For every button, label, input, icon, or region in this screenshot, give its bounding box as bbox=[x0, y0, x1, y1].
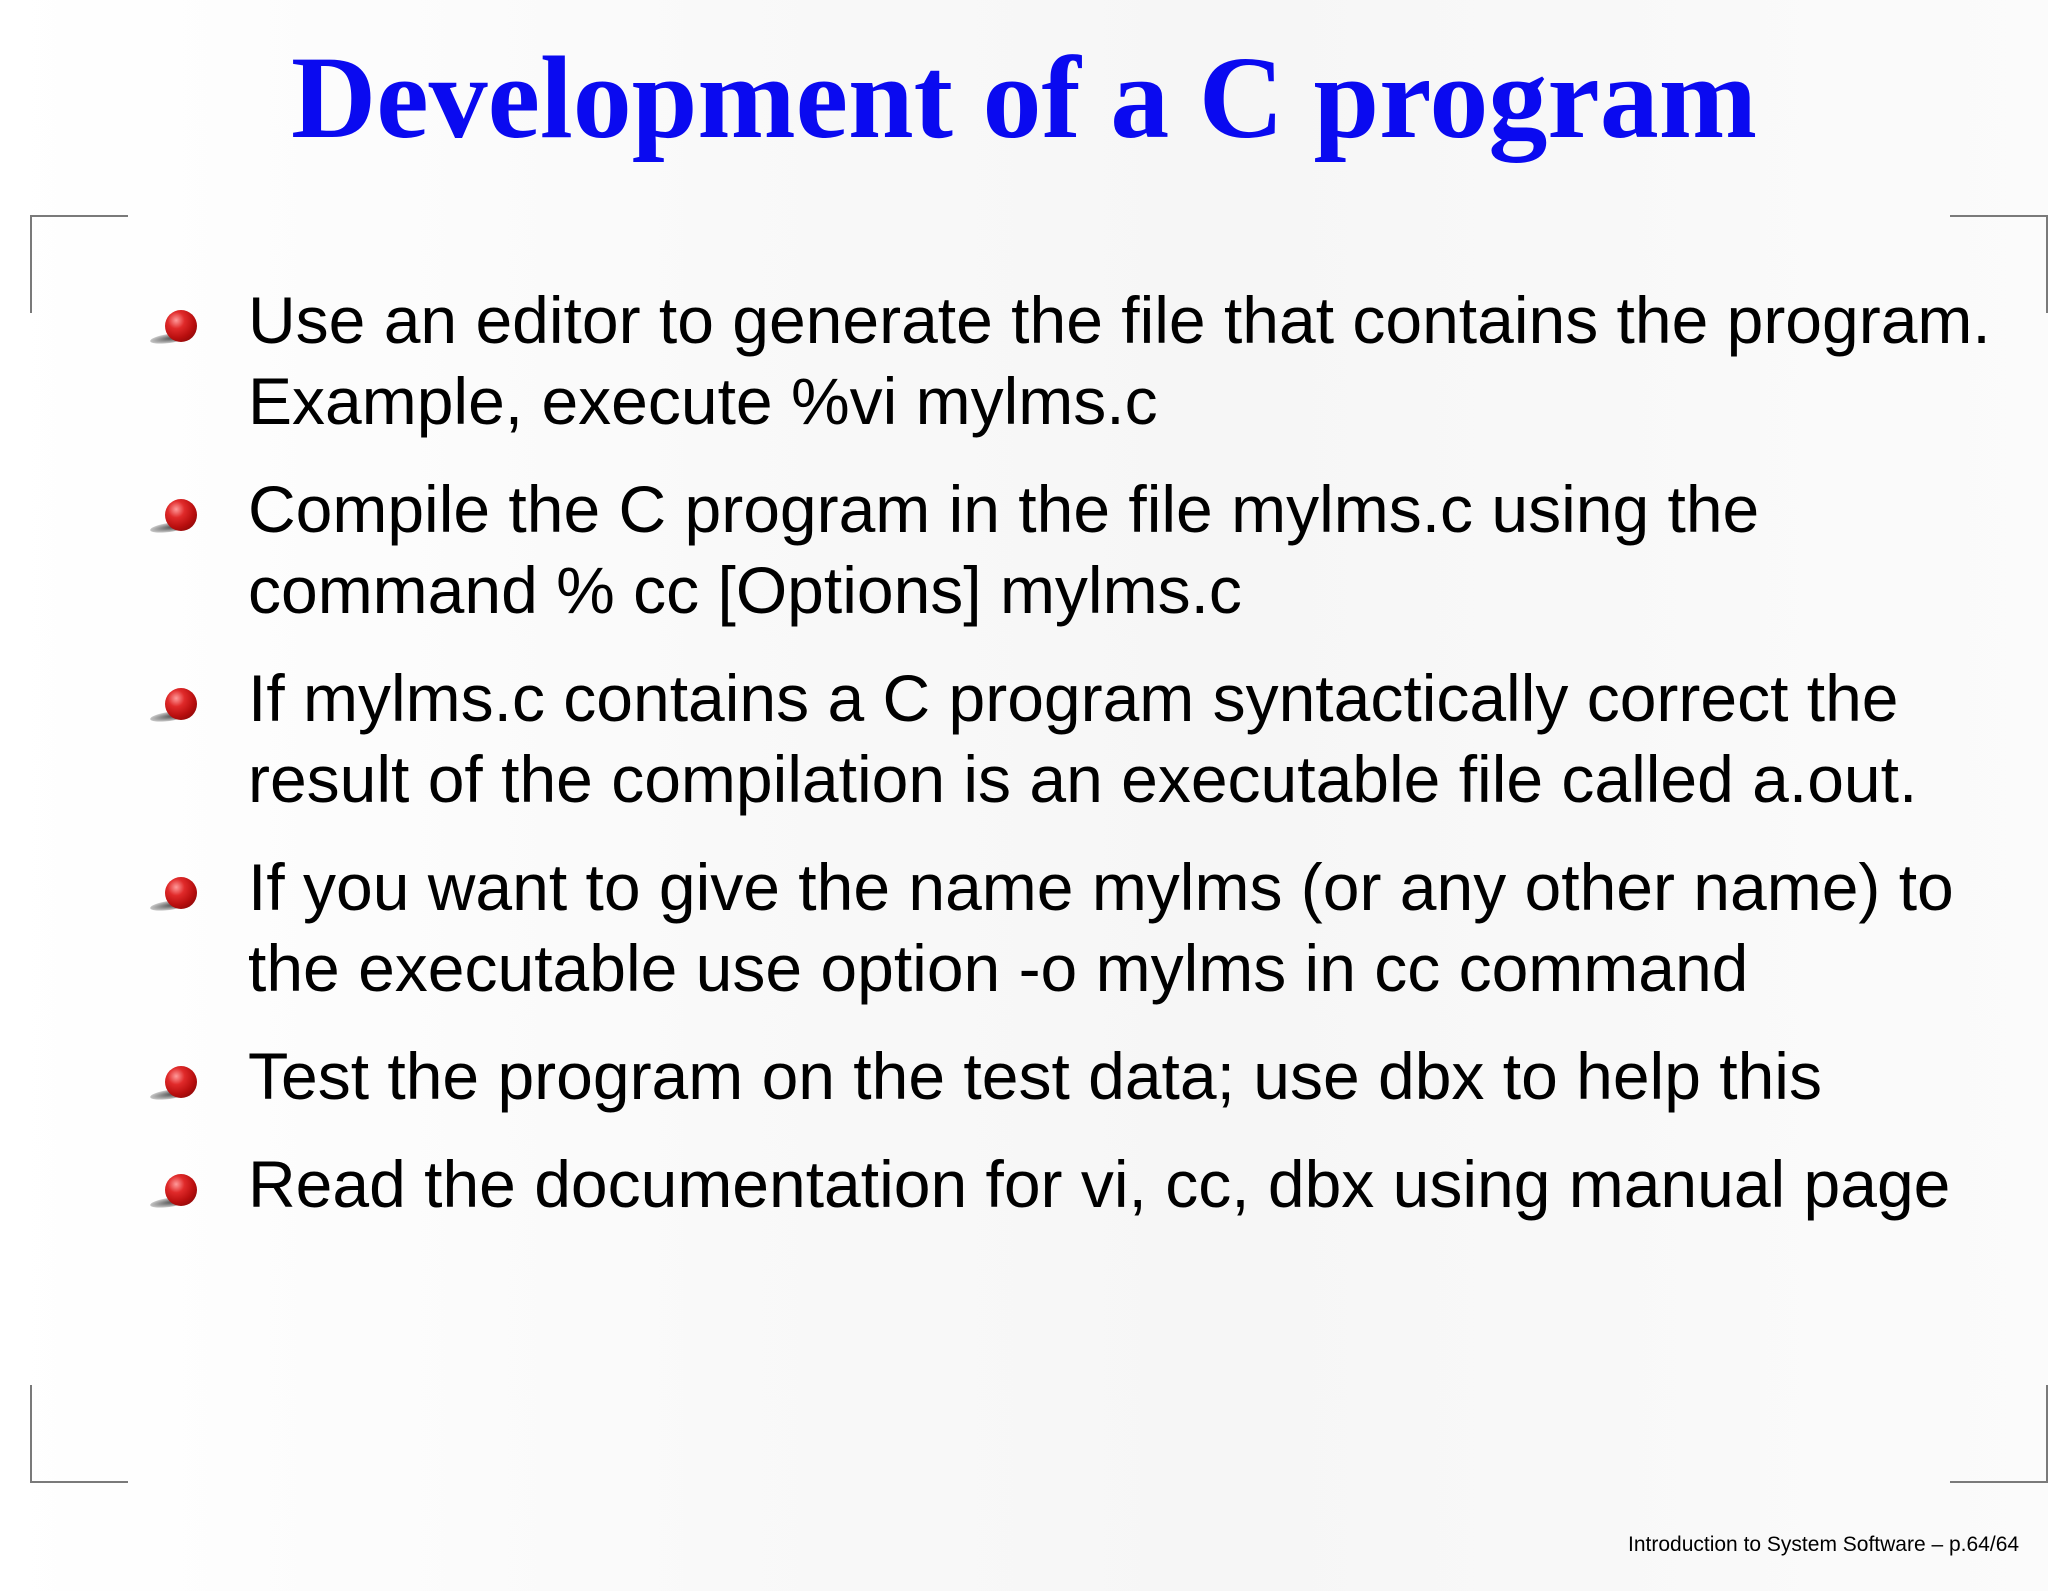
slide-footer: Introduction to System Software – p.64/64 bbox=[1628, 1533, 2020, 1556]
bullet-text: If you want to give the name mylms (or any other name) to the executable use option -o mylms in cc command bbox=[248, 850, 1954, 1005]
bullet-item bbox=[0, 658, 2048, 820]
bullet-item bbox=[0, 1144, 2048, 1225]
red-ball-bullet-icon bbox=[150, 1066, 200, 1106]
bullet-item bbox=[0, 280, 2048, 442]
red-ball-bullet-icon bbox=[150, 877, 200, 917]
frame-corner-bottom-left bbox=[30, 1385, 128, 1483]
bullet-text: Read the documentation for vi, cc, dbx using manual page bbox=[248, 1147, 1951, 1221]
slide-title: Development of a C program bbox=[290, 32, 1757, 163]
bullet-list bbox=[0, 280, 2048, 1252]
bullet-text: Test the program on the test data; use dbx to help this bbox=[248, 1039, 1822, 1113]
red-ball-bullet-icon bbox=[150, 499, 200, 539]
red-ball-bullet-icon bbox=[150, 310, 200, 350]
red-ball-bullet-icon bbox=[150, 688, 200, 728]
bullet-text: Compile the C program in the file mylms.c using the command % cc [Options] mylms.c bbox=[248, 472, 1760, 627]
bullet-item bbox=[0, 469, 2048, 631]
bullet-item bbox=[0, 847, 2048, 1009]
bullet-text: Use an editor to generate the file that contains the program. Example, execute %vi mylms.c bbox=[248, 283, 1991, 438]
bullet-text: If mylms.c contains a C program syntactically correct the result of the compilation is an executable file called a.out. bbox=[248, 661, 1918, 816]
red-ball-bullet-icon bbox=[150, 1174, 200, 1214]
frame-corner-bottom-right bbox=[1950, 1385, 2048, 1483]
bullet-item bbox=[0, 1036, 2048, 1117]
